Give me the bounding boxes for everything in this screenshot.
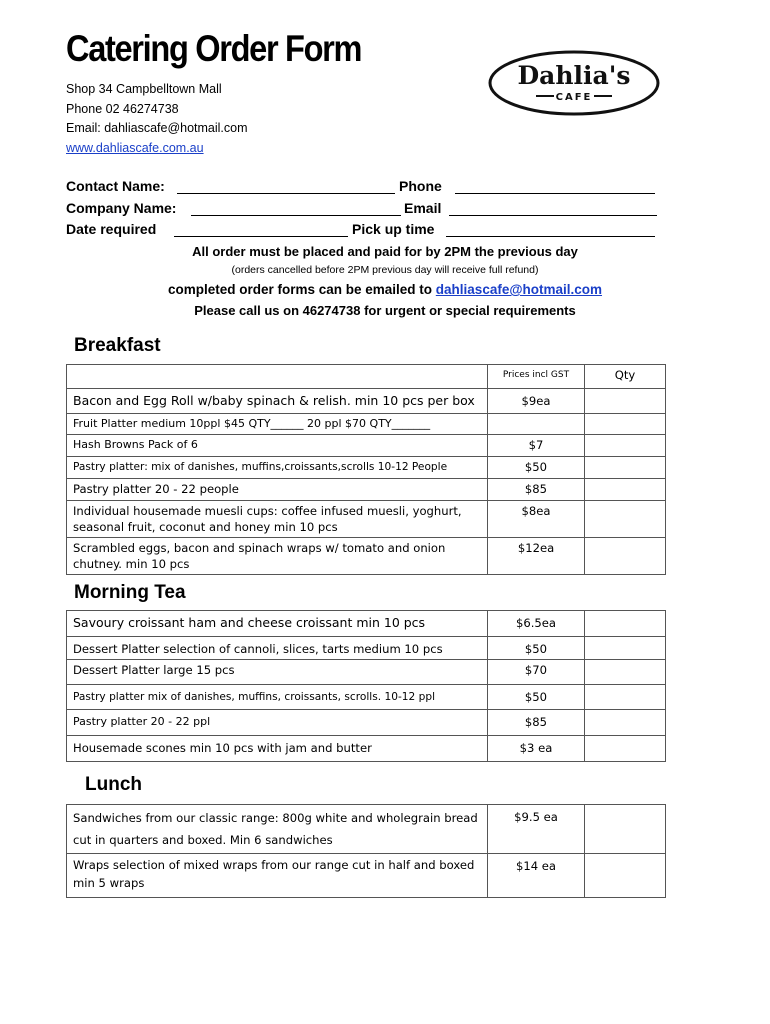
item-price: $85 (488, 479, 585, 501)
table-row: Pastry platter: mix of danishes, muffins,croissants,scrolls 10-12 People (67, 457, 488, 479)
qty-cell[interactable] (585, 660, 666, 685)
company-name-field[interactable] (191, 215, 401, 216)
item-price: $9ea (488, 389, 585, 414)
order-deadline-notice: All order must be placed and paid for by 2PM the previous day (192, 244, 578, 259)
page-title: Catering Order Form (66, 28, 362, 69)
table-row: Savoury croissant ham and cheese croissant min 10 pcs (67, 611, 488, 637)
call-notice: Please call us on 46274738 for urgent or special requirements (194, 303, 576, 318)
item-price: $50 (488, 685, 585, 710)
item-price: $70 (488, 660, 585, 685)
email-field[interactable] (449, 215, 657, 216)
qty-cell[interactable] (585, 736, 666, 762)
date-required-field[interactable] (174, 236, 348, 237)
table-row: Sandwiches from our classic range: 800g white and wholegrain bread cut in quarters and boxed. Min 6 sandwiches (67, 805, 488, 854)
breakfast-table (66, 364, 666, 575)
qty-cell[interactable] (585, 414, 666, 435)
item-price: $50 (488, 457, 585, 479)
item-price: $9.5 ea (488, 805, 585, 854)
qty-cell[interactable] (585, 479, 666, 501)
email-notice-text: completed order forms can be emailed to (167, 282, 436, 297)
table-row: Pastry platter 20 - 22 people (67, 479, 488, 501)
logo-name: Dahlia's (517, 61, 631, 90)
email-notice (0, 282, 770, 297)
shop-email: Email: dahliascafe@hotmail.com (66, 121, 248, 135)
morning-tea-heading: Morning Tea (74, 582, 186, 603)
table-row: Bacon and Egg Roll w/baby spinach & relish. min 10 pcs per box (67, 389, 488, 414)
qty-cell[interactable] (585, 710, 666, 736)
refund-notice: (orders cancelled before 2PM previous day will receive full refund) (231, 264, 539, 276)
lunch-table (66, 804, 666, 898)
qty-cell[interactable] (585, 435, 666, 457)
morning-tea-table (66, 610, 666, 762)
contact-name-label: Contact Name: (66, 178, 165, 194)
dahlias-cafe-logo (488, 50, 660, 116)
item-price: $7 (488, 435, 585, 457)
qty-cell[interactable] (585, 389, 666, 414)
table-row: Individual housemade muesli cups: coffee infused muesli, yoghurt, seasonal fruit, coconut and honey min 10 pcs (67, 501, 488, 538)
qty-cell[interactable] (585, 457, 666, 479)
item-price: $8ea (488, 501, 585, 538)
table-row: Scrambled eggs, bacon and spinach wraps w/ tomato and onion chutney. min 10 pcs (67, 538, 488, 575)
qty-cell[interactable] (585, 501, 666, 538)
phone-label: Phone (399, 178, 442, 194)
table-row: Pastry platter mix of danishes, muffins, croissants, scrolls. 10-12 ppl (67, 685, 488, 710)
qty-cell[interactable] (585, 685, 666, 710)
item-price: $50 (488, 637, 585, 660)
date-required-label: Date required (66, 221, 157, 237)
table-row: Pastry platter 20 - 22 ppl (67, 710, 488, 736)
qty-header: Qty (585, 365, 666, 389)
phone-field[interactable] (455, 193, 655, 194)
header-blank (67, 365, 488, 389)
qty-cell[interactable] (585, 611, 666, 637)
email-notice-link[interactable]: dahliascafe@hotmail.com (435, 282, 603, 297)
company-name-label: Company Name: (66, 199, 177, 216)
pickup-time-field[interactable] (446, 236, 655, 237)
item-price: $85 (488, 710, 585, 736)
logo-sub: CAFE (555, 92, 593, 103)
email-label: Email (404, 199, 442, 216)
item-price (488, 414, 585, 435)
qty-cell[interactable] (585, 854, 666, 898)
shop-address: Shop 34 Campbelltown Mall (66, 82, 222, 96)
qty-cell[interactable] (585, 805, 666, 854)
item-price: $3 ea (488, 736, 585, 762)
table-row: Hash Browns Pack of 6 (67, 435, 488, 457)
table-row: Fruit Platter medium 10ppl $45 QTY______ 20 ppl $70 QTY_______ (67, 414, 488, 435)
qty-cell[interactable] (585, 637, 666, 660)
price-header: Prices incl GST (488, 365, 585, 389)
table-row: Housemade scones min 10 pcs with jam and butter (67, 736, 488, 762)
item-price: $12ea (488, 538, 585, 575)
breakfast-heading: Breakfast (74, 335, 161, 356)
item-price: $14 ea (488, 854, 585, 898)
item-price: $6.5ea (488, 611, 585, 637)
lunch-heading: Lunch (85, 774, 142, 795)
contact-name-field[interactable] (177, 193, 395, 194)
contact-fields (66, 178, 666, 243)
shop-phone: Phone 02 46274738 (66, 102, 179, 116)
website-link[interactable]: www.dahliascafe.com.au (66, 141, 204, 155)
pickup-time-label: Pick up time (352, 221, 435, 237)
table-row: Dessert Platter selection of cannoli, slices, tarts medium 10 pcs (67, 637, 488, 660)
table-row: Dessert Platter large 15 pcs (67, 660, 488, 685)
qty-cell[interactable] (585, 538, 666, 575)
table-row: Wraps selection of mixed wraps from our range cut in half and boxed min 5 wraps (67, 854, 488, 898)
